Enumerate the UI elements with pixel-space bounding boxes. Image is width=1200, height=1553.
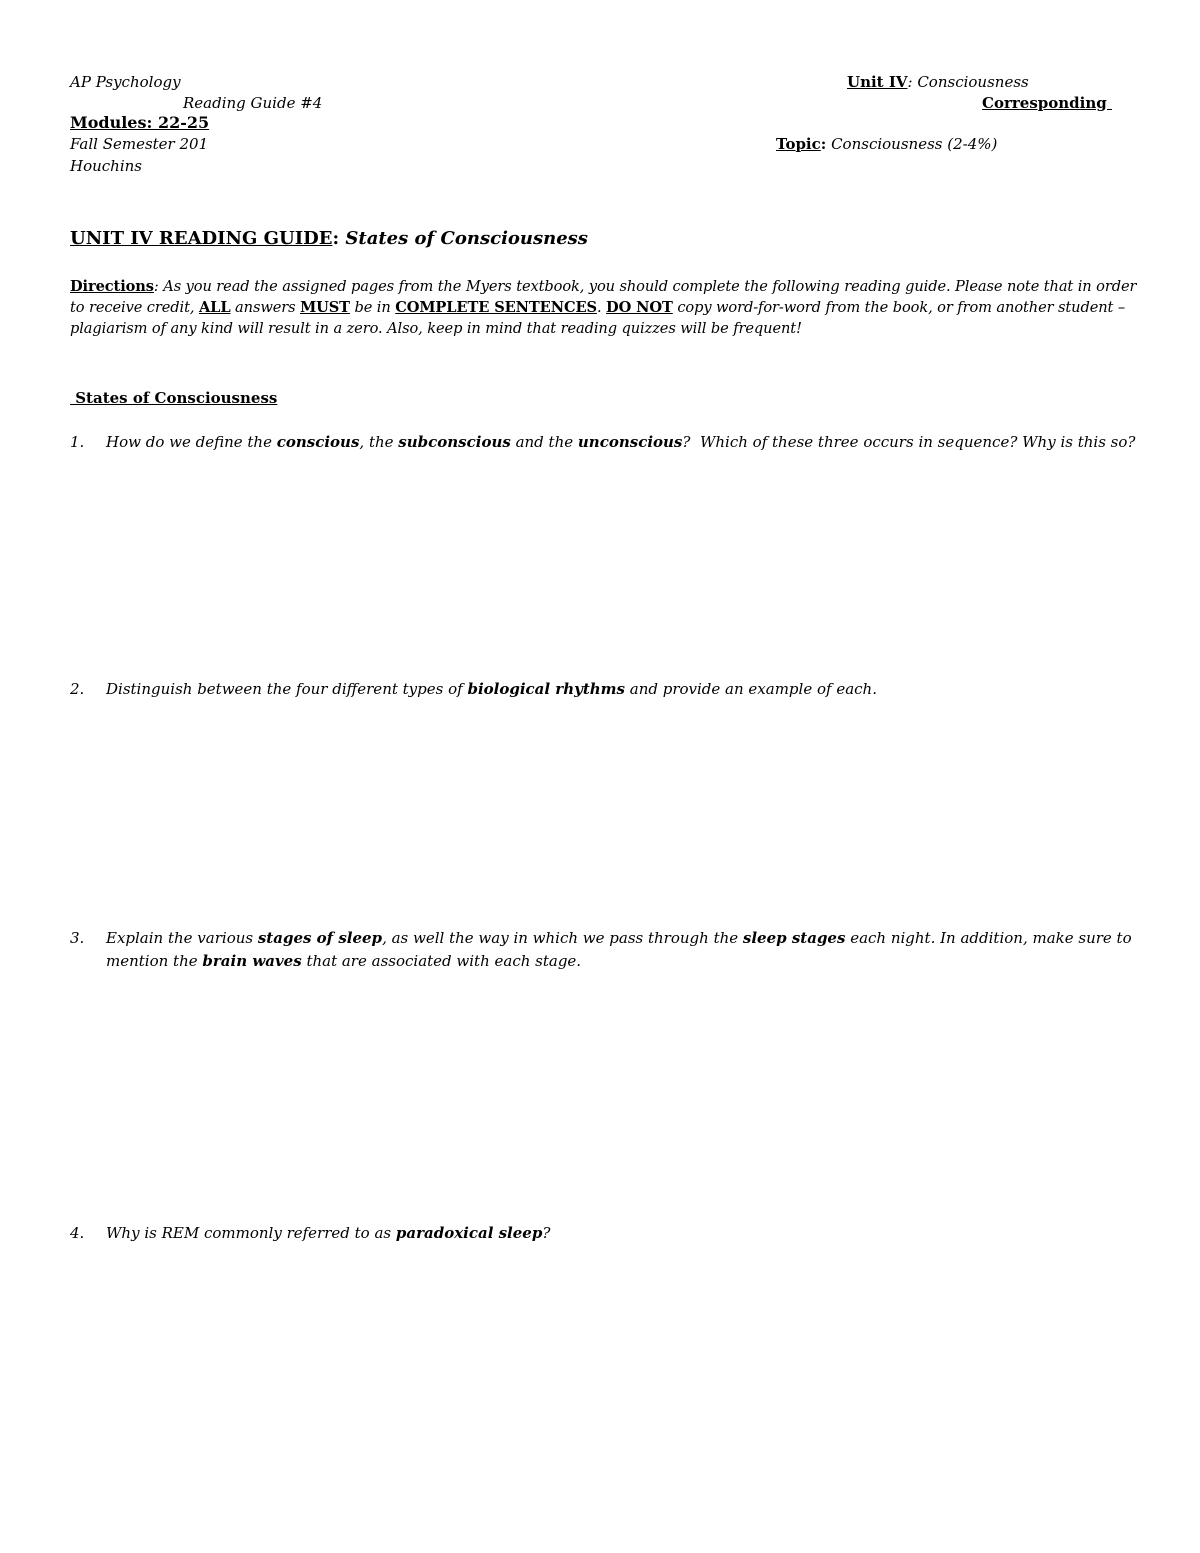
question-text: Why is REM commonly referred to as paradoxical sleep? [106, 1224, 551, 1242]
question-text: Explain the various stages of sleep, as well the way in which we pass through the sleep stages each night. In addition, make sure to [106, 929, 1132, 947]
topic-sep: : [820, 135, 827, 153]
topic-line [776, 135, 997, 153]
reading-guide-number: Reading Guide #4 [183, 94, 323, 112]
question-text: Distinguish between the four different types of biological rhythms and provide an example of each. [106, 680, 877, 698]
emphasis-must: MUST [300, 299, 350, 316]
unit-line [847, 73, 1029, 91]
section-heading: States of Consciousness [70, 389, 278, 407]
title-sep: : [332, 228, 346, 249]
emphasis-all: ALL [198, 299, 231, 316]
directions-line-2: to receive credit, ALL answers MUST be in COMPLETE SENTENCES. DO NOT copy word-for-word from the book, or from another student – [70, 299, 1126, 316]
unit-value: Consciousness [912, 73, 1029, 91]
question-number: 3. [70, 929, 85, 947]
question-number: 4. [70, 1224, 85, 1242]
corresponding-label: Corresponding [982, 94, 1112, 112]
unit-sep: : [907, 73, 913, 91]
question-text-line-2: mention the brain waves that are associated with each stage. [106, 952, 582, 970]
page-title [70, 228, 588, 250]
semester: Fall Semester 201 [70, 135, 209, 153]
directions-block [70, 276, 1136, 339]
directions-label: Directions [70, 278, 154, 295]
title-sub: States of Consciousness [345, 228, 588, 249]
emphasis-complete-sentences: COMPLETE SENTENCES [395, 299, 597, 316]
modules-label: Modules: 22-25 [70, 113, 210, 132]
topic-label: Topic [776, 135, 821, 153]
topic-value: Consciousness (2-4%) [826, 135, 998, 153]
teacher-name: Houchins [70, 157, 142, 175]
question-number: 2. [70, 680, 85, 698]
emphasis-do-not: DO NOT [606, 299, 673, 316]
question-text: How do we define the conscious, the subconscious and the unconscious? Which of these three occurs in sequence? Why is this so? [106, 433, 1136, 451]
directions-line-3: plagiarism of any kind will result in a zero. Also, keep in mind that reading quizzes will be frequent! [70, 320, 802, 337]
unit-label: Unit IV [847, 73, 908, 91]
course-name: AP Psychology [70, 73, 181, 91]
title-main: UNIT IV READING GUIDE [70, 228, 333, 249]
question-number: 1. [70, 433, 85, 451]
directions-line-1: Directions: As you read the assigned pages from the Myers textbook, you should complete the following reading guide. Please note that in order [70, 278, 1137, 295]
